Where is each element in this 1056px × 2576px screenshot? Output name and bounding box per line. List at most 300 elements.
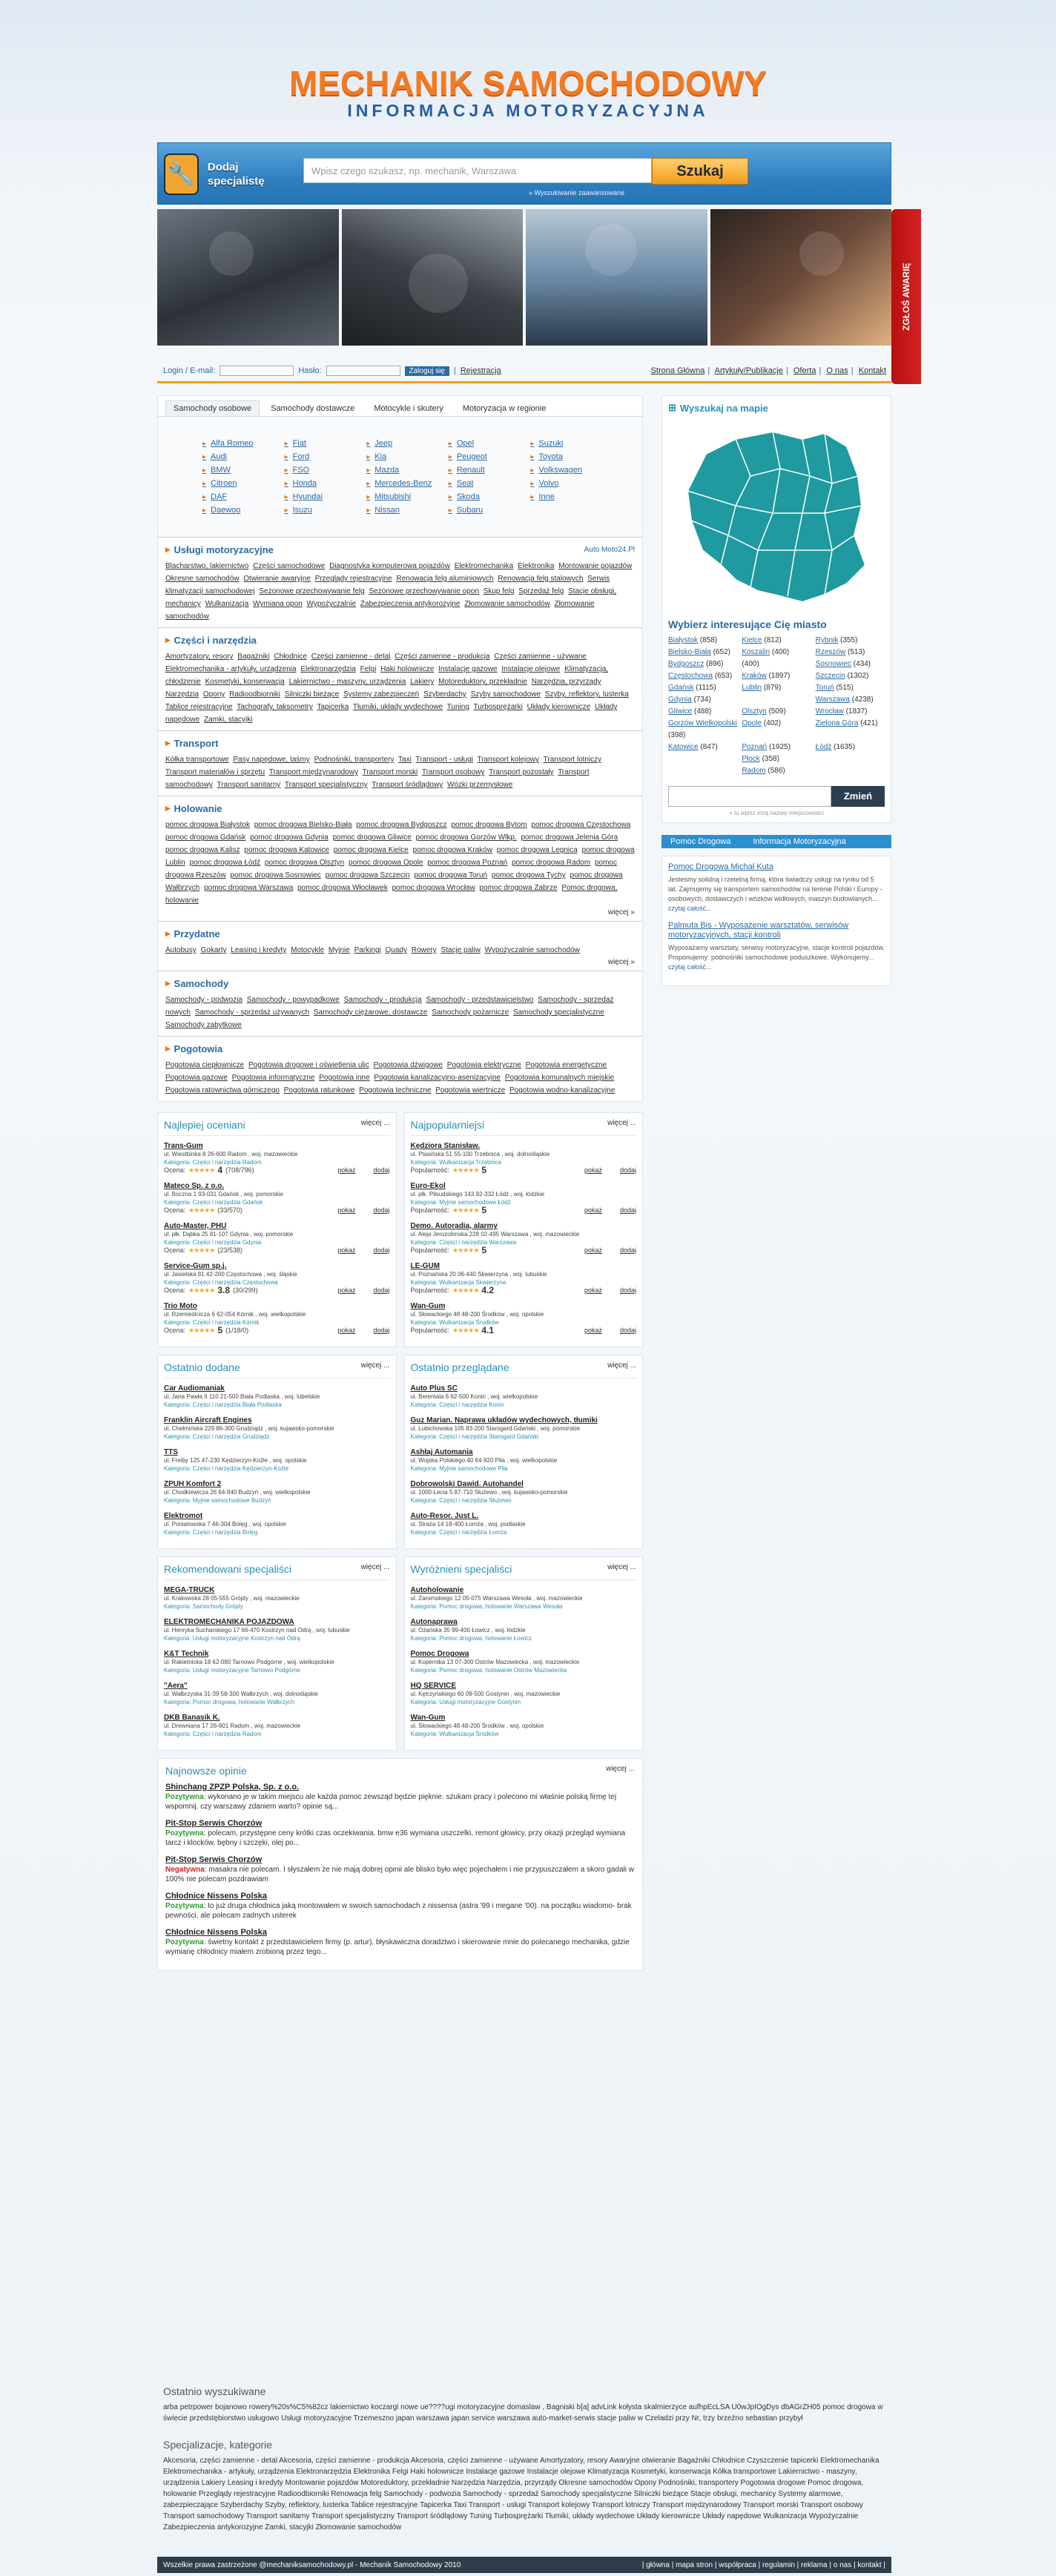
listing-name[interactable]: Elektromot — [164, 1512, 203, 1520]
nav-offer[interactable]: Oferta — [793, 366, 816, 375]
city-link[interactable]: Opole — [742, 719, 762, 727]
category-link[interactable]: Motocykle — [291, 946, 325, 954]
category-link[interactable]: Wulkanizacja — [205, 600, 249, 608]
city-link[interactable]: Bydgoszcz — [668, 660, 704, 668]
add-link[interactable]: dodaj — [619, 1287, 636, 1294]
show-link[interactable]: pokaż — [337, 1166, 356, 1174]
add-link[interactable]: dodaj — [373, 1166, 390, 1174]
category-link[interactable]: Gokarty — [200, 946, 227, 954]
category-link[interactable]: pomoc drogowa Wrocław — [392, 884, 475, 892]
city-link[interactable]: Toruń — [815, 684, 834, 692]
brand-link[interactable]: ▸ Mercedes-Benz — [366, 479, 441, 488]
category-link[interactable]: Elektronarzędzia — [300, 665, 356, 673]
category-link[interactable]: Transport morski — [362, 768, 418, 776]
brand-link[interactable]: ▸ Volkswagen — [530, 466, 605, 475]
category-link[interactable]: Samochody - przedstawicielstwo — [426, 996, 534, 1004]
show-link[interactable]: pokaż — [584, 1206, 602, 1214]
brand-link[interactable]: ▸ Inne — [530, 492, 605, 501]
listing-name[interactable]: Mateco Sp. z o.o. — [164, 1182, 225, 1190]
category-link[interactable]: Złomowanie samochodów — [464, 600, 550, 608]
listing-category[interactable]: Kategoria: Części i narzędzia Służewo — [410, 1497, 512, 1504]
category-link[interactable]: Autobusy — [165, 946, 197, 954]
city-link[interactable]: Olsztyn — [742, 707, 767, 716]
add-link[interactable]: dodaj — [373, 1246, 390, 1254]
city-link[interactable]: Zielona Góra — [815, 719, 859, 727]
listing-category[interactable]: Kategoria: Wulkanizacja Środków — [410, 1731, 499, 1737]
category-link[interactable]: Części zamienne - produkcja — [395, 653, 490, 661]
listing-category[interactable]: Kategoria: Pomoc drogowa, holowanie Ostrów Mazowiecka — [410, 1667, 567, 1674]
city-link[interactable]: Łódź — [815, 743, 832, 751]
listing-name[interactable]: Dobrowolski Dawid. Autohandel — [410, 1480, 524, 1488]
listing-name[interactable]: ELEKTROMECHANIKA POJAZDOWA — [164, 1618, 294, 1626]
city-link[interactable]: Gdynia — [668, 696, 692, 704]
search-button[interactable]: Szukaj — [652, 158, 748, 185]
category-link[interactable]: Rowery — [411, 946, 437, 954]
category-link[interactable]: Samochody - sprzedaż używanych — [194, 1008, 310, 1017]
category-link[interactable]: Tuning — [446, 703, 469, 711]
listing-name[interactable]: Car Audiomaniak — [164, 1384, 225, 1393]
add-specialist-button[interactable] — [164, 151, 283, 198]
listing-category[interactable]: Kategoria: Części i narzędzia Konin — [410, 1401, 504, 1408]
category-link[interactable]: Przeglądy rejestracyjne — [314, 575, 392, 583]
listing-name[interactable]: ZPUH Komfort 2 — [164, 1480, 222, 1488]
category-link[interactable]: pomoc drogowa Toruń — [414, 871, 488, 879]
listing-name[interactable]: Wan-Gum — [410, 1302, 446, 1310]
brand-link[interactable]: ▸ Kia — [366, 452, 441, 461]
city-link[interactable]: Koszalin — [742, 648, 770, 656]
category-link[interactable]: pomoc drogowa Kalisz — [165, 846, 240, 854]
recent-searches[interactable]: arba petrpower bojanowo rowery%20s%C5%82cz lakiernictwo koczargi nowe ue????ugi motoryzacyjne domaslaw , Bagniski b[a] advLink kołysta skalmierzyce aufhpEcLSA U0wJpIOgDys dbAGrZH05 pomoc drogowa w świecie przedstębiorstwo usługowo Usługi motoryzacyjne Trzemeszno japan warszawa japan service warszawa auto-market-serwis stacje paliw w Czeladzi przy Nr, trzy brzeźno sebastian przybył — [163, 2403, 883, 2423]
listing-name[interactable]: Autoholowanie — [410, 1586, 464, 1594]
category-link[interactable]: Transport kolejowy — [477, 756, 540, 764]
category-link[interactable]: Instalacje gazowe — [438, 665, 498, 673]
email-field[interactable] — [220, 366, 294, 376]
brand-link[interactable]: ▸ Subaru — [449, 506, 524, 515]
category-link[interactable]: Serwis klimatyzacji samochodowej — [165, 575, 610, 595]
category-link[interactable]: Turbosprężarki — [473, 703, 523, 711]
category-link[interactable]: Montowanie pojazdów — [558, 562, 633, 570]
brand-link[interactable]: ▸ Renault — [449, 466, 524, 475]
category-link[interactable]: pomoc drogowa Kielce — [333, 846, 409, 854]
category-link[interactable]: pomoc drogowa Gorzów Wlkp. — [415, 833, 517, 842]
category-link[interactable]: Radioodbiorniki — [229, 690, 280, 699]
listing-category[interactable]: Kategoria: Wulkanizacja Trzebnica — [410, 1159, 502, 1166]
show-link[interactable]: pokaż — [584, 1327, 602, 1334]
category-link[interactable]: Bagażniki — [237, 653, 270, 661]
category-link[interactable]: Pogotowia kanalizacyjno-asenizacyjne — [374, 1074, 501, 1082]
category-link[interactable]: Instalacje olejowe — [501, 665, 561, 673]
search-input[interactable]: Wpisz czego szukasz, np. mechanik, Warszawa — [303, 158, 652, 183]
section-title[interactable]: ▸ Samochody — [165, 977, 635, 989]
listing-name[interactable]: Service-Gum sp.j. — [164, 1262, 227, 1270]
listing-name[interactable]: K&T Technik — [164, 1650, 209, 1658]
category-link[interactable]: pomoc drogowa Zabrze — [479, 884, 558, 892]
category-link[interactable]: Narzędzia, przyrządy — [531, 678, 601, 686]
city-link[interactable]: Szczecin — [815, 672, 845, 680]
nav-home[interactable]: Strona Główna — [650, 366, 705, 375]
change-city-button[interactable]: Zmień — [831, 786, 885, 807]
category-link[interactable]: Samochody specjalistyczne — [512, 1008, 604, 1017]
category-link[interactable]: Haki holownicze — [380, 665, 435, 673]
category-link[interactable]: pomoc drogowa Kraków — [412, 846, 492, 854]
listing-category[interactable]: Kategoria: Pomoc drogowa, holowanie Łowicz — [410, 1635, 532, 1642]
city-link[interactable]: Warszawa — [815, 696, 850, 704]
show-link[interactable]: pokaż — [584, 1287, 602, 1294]
tab-road-help[interactable]: Pomoc Drogowa — [670, 837, 731, 846]
category-link[interactable]: pomoc drogowa Katowice — [244, 846, 329, 854]
listing-category[interactable]: Kategoria: Usługi motoryzacyjne Tarnowo Podgórne — [164, 1667, 300, 1674]
brand-link[interactable]: ▸ Alfa Romeo — [202, 439, 277, 448]
footer-links[interactable]: | główna | mapa stron | współpraca | regulamin | reklama | o nas | kontakt | — [641, 2560, 885, 2569]
box-more-link[interactable]: więcej ... — [360, 1119, 390, 1127]
add-link[interactable]: dodaj — [619, 1327, 636, 1334]
category-link[interactable]: Elektromechanika - artykuły, urządzenia — [165, 665, 297, 673]
listing-category[interactable]: Kategoria: Wulkanizacja Środków — [410, 1319, 499, 1326]
brand-link[interactable]: ▸ Opel — [449, 439, 524, 448]
category-link[interactable]: Felgi — [360, 665, 377, 673]
category-link[interactable]: Tachografy, taksometry — [237, 703, 313, 711]
listing-category[interactable]: Kategoria: Części i narzędzia Starogard Gdański — [410, 1433, 539, 1440]
show-link[interactable]: pokaż — [584, 1246, 602, 1254]
category-link[interactable]: Pogotowia gazowe — [165, 1074, 228, 1082]
opinion-company[interactable]: Shinchang ZPZP Polska, Sp. z o.o. — [165, 1783, 300, 1791]
category-link[interactable]: Renowacja felg aluminiowych — [396, 575, 494, 583]
category-link[interactable]: pomoc drogowa Wałbrzych — [165, 871, 623, 892]
brand-link[interactable]: ▸ Ford — [285, 452, 360, 461]
category-link[interactable]: Pogotowia ratunkowe — [283, 1086, 355, 1094]
read-more-link[interactable]: czytaj całość... — [668, 963, 712, 971]
category-link[interactable]: Pogotowia dźwigowe — [373, 1061, 443, 1069]
category-link[interactable]: Pogotowia wiertnicze — [435, 1086, 506, 1094]
category-link[interactable]: Samochody zabytkowe — [165, 1021, 242, 1029]
category-link[interactable]: Sprzedaż felg — [518, 587, 564, 595]
category-link[interactable]: Skup felg — [483, 587, 515, 595]
category-link[interactable]: Narzędzia — [165, 690, 199, 699]
category-link[interactable]: pomoc drogowa Sosnowiec — [230, 871, 321, 879]
city-link[interactable]: Płock — [742, 755, 760, 763]
category-link[interactable]: Okresne samochodów — [165, 575, 240, 583]
category-link[interactable]: pomoc drogowa Szczecin — [325, 871, 410, 879]
category-link[interactable]: Samochody - powypadkowe — [246, 996, 340, 1004]
register-link[interactable]: Rejestracja — [460, 366, 501, 375]
category-link[interactable]: Wózki przemysłowe — [446, 781, 513, 789]
category-link[interactable]: Transport międzynarodowy — [268, 768, 358, 776]
category-link[interactable]: Wypożyczalnie — [306, 600, 357, 608]
listing-category[interactable]: Kategoria: Wulkanizacja Skwierzyna — [410, 1279, 506, 1286]
category-link[interactable]: pomoc drogowa Lublin — [165, 846, 635, 867]
brand-link[interactable]: ▸ FSO — [285, 466, 360, 475]
add-link[interactable]: dodaj — [619, 1166, 636, 1174]
brand-link[interactable]: ▸ Citroen — [202, 479, 277, 488]
opinion-company[interactable]: Chłodnice Nissens Polska — [165, 1928, 267, 1937]
add-link[interactable]: dodaj — [373, 1206, 390, 1214]
category-link[interactable]: Taxi — [398, 756, 412, 764]
category-link[interactable]: Wymiana opon — [253, 600, 303, 608]
specializations[interactable]: Akcesoria, części zamienne - detal Akcesoria, części zamienne - produkcja Akcesoria, części zamienne - używane Amortyzatory, resory Awaryjne otwieranie Bagażniki Chłodnice Czyszczenie tapicerki Elektromechanika Elektromechanika - artykuły, urządzenia Elektronarzędzia Elektronika Felgi Haki holownicze Instalacje gazowe Instalacje olejowe Klimatyzacja Kosmetyki, konserwacja Kółka transportowe Lakiernictwo - maszyny, urządzenia Lakiery Leasing i kredyty Montowanie pojazdów Motoreduktory, przekładnie Narzędzia Narzędzia, przyrządy Okresne samochodów Opony Podnośniki, transportery Pogotowia drogowe Pomoc drogowa, holowanie Przeglądy rejestracyjne Radioodbiorniki Renowacja felg Samochody - podwozia Samochody - sprzedaż Samochody specjalistyczne Silniczki bieżące Stacje obsługi, mechanicy Systemy alarmowe, zabezpieczające Szyberdachy Szyby, reflektory, lusterka Tablice rejestracyjne Tapicerka Taxi Transport - usługi Transport kolejowy Transport lotniczy Transport międzynarodowy Transport morski Transport osobowy Transport samochodowy Transport sanitarny Transport specjalistyczny Transport śródlądowy Tuning Turbosprężarki Tłumiki, układy wydechowe Układy kierownicze Układy napędowe Wulkanizacja Wypożyczalnie Zabezpieczenia antykorozyjne Zamki, stacyjki Złomowanie samochodów — [163, 2457, 880, 2532]
category-link[interactable]: pomoc drogowa Opole — [348, 859, 423, 867]
listing-category[interactable]: Kategoria: Części i narzędzia Biała Podlaska — [164, 1401, 282, 1408]
category-link[interactable]: Parkingi — [354, 946, 381, 954]
brand-link[interactable]: ▸ Hyundai — [285, 492, 360, 501]
category-link[interactable]: Kółka transportowe — [165, 756, 229, 764]
category-link[interactable]: Motoreduktory, przekładnie — [438, 678, 527, 686]
tab-vans[interactable]: Samochody dostawcze — [271, 404, 355, 413]
listing-name[interactable]: Guz Marian. Naprawa układów wydechowych, tłumiki — [410, 1416, 598, 1424]
category-link[interactable]: Szyberdachy — [423, 690, 466, 699]
category-link[interactable]: Amortyzatory, resory — [165, 653, 234, 661]
listing-name[interactable]: DKB Banasik K. — [164, 1714, 220, 1722]
category-link[interactable]: Pogotowia energetyczne — [525, 1061, 607, 1069]
add-link[interactable]: dodaj — [619, 1206, 636, 1214]
category-link[interactable]: Klimatyzacja, chłodzenie — [165, 665, 609, 686]
category-link[interactable]: Transport osobowy — [421, 768, 485, 776]
category-link[interactable]: Samochody ciężarowe, dostawcze — [314, 1008, 428, 1017]
listing-name[interactable]: Trio Moto — [164, 1302, 197, 1310]
brand-link[interactable]: ▸ Fiat — [285, 439, 360, 448]
category-link[interactable]: pomoc drogowa Bydgoszcz — [356, 821, 447, 829]
brand-link[interactable]: ▸ DAF — [202, 492, 277, 501]
listing-category[interactable]: Kategoria: Części i narzędzia Warszawa — [410, 1239, 517, 1246]
brand-link[interactable]: ▸ BMW — [202, 466, 277, 475]
city-link[interactable]: Wrocław — [815, 707, 844, 716]
category-link[interactable]: Szyby, reflektory, lusterka — [544, 690, 629, 699]
box-more-link[interactable]: więcej ... — [360, 1361, 390, 1370]
listing-name[interactable]: "Aera" — [164, 1682, 188, 1690]
city-link[interactable]: Katowice — [668, 743, 699, 751]
listing-name[interactable]: Ashłaj Automania — [410, 1448, 473, 1456]
city-link[interactable]: Rybnik — [815, 636, 839, 644]
category-link[interactable]: pomoc drogowa Włocławek — [297, 884, 388, 892]
category-link[interactable]: pomoc drogowa Gdynia — [250, 833, 329, 842]
category-link[interactable]: pomoc drogowa Legnica — [496, 846, 578, 854]
section-title[interactable]: ▸ Części i narzędzia — [165, 634, 635, 646]
city-link[interactable]: Kraków — [742, 672, 767, 680]
listing-name[interactable]: Demo. Autoradia, alarmy — [410, 1222, 498, 1230]
category-link[interactable]: Transport - usługi — [415, 756, 473, 764]
opinion-company[interactable]: Pit-Stop Serwis Chorzów — [165, 1855, 263, 1864]
show-link[interactable]: pokaż — [337, 1287, 356, 1294]
listing-category[interactable]: Kategoria: Części i narzędzia Kędzierzyn-Koźle — [164, 1465, 289, 1472]
city-link[interactable]: Kielce — [742, 636, 762, 644]
category-link[interactable]: Elektronika — [518, 562, 555, 570]
category-link[interactable]: Zamki, stacyjki — [203, 716, 253, 724]
category-link[interactable]: Tłumiki, układy wydechowe — [352, 703, 443, 711]
category-link[interactable]: pomoc drogowa Białystok — [165, 821, 250, 829]
category-link[interactable]: Pogotowia wodno-kanalizacyjne — [509, 1086, 616, 1094]
category-link[interactable]: Transport sanitarny — [217, 781, 281, 789]
category-link[interactable]: Samochody pożarnicze — [432, 1008, 509, 1017]
category-link[interactable]: Stacje obsługi, mechanicy — [165, 587, 617, 608]
listing-name[interactable]: Trans-Gum — [164, 1142, 203, 1150]
category-link[interactable]: Sezonowe przechowywanie opon — [369, 587, 479, 595]
brand-link[interactable]: ▸ Toyota — [530, 452, 605, 461]
category-link[interactable]: pomoc drogowa Jelenia Góra — [521, 833, 618, 842]
listing-category[interactable]: Kategoria: Części i narzędzia Częstochowa — [164, 1279, 278, 1286]
listing-category[interactable]: Kategoria: Usługi motoryzacyjne Kostrzyn nad Odrą — [164, 1635, 300, 1642]
city-link[interactable]: Białystok — [668, 636, 699, 644]
category-link[interactable]: Pogotowia elektryczne — [446, 1061, 521, 1069]
brand-link[interactable]: ▸ Jeep — [366, 439, 441, 448]
add-link[interactable]: dodaj — [619, 1246, 636, 1254]
listing-category[interactable]: Kategoria: Części i narzędzia Grudziądz — [164, 1433, 270, 1440]
category-link[interactable]: Układy napędowe — [165, 703, 618, 724]
brand-link[interactable]: ▸ Volvo — [530, 479, 605, 488]
category-link[interactable]: pomoc drogowa Warszawa — [204, 884, 294, 892]
listing-category[interactable]: Kategoria: Części i narzędzia Łomża — [410, 1529, 507, 1536]
category-link[interactable]: pomoc drogowa Gdańsk — [165, 833, 246, 842]
box-more-link[interactable]: więcej ... — [360, 1563, 390, 1571]
advanced-search-link[interactable]: » Wyszukiwanie zaawansowane — [529, 189, 624, 196]
city-input[interactable] — [668, 786, 831, 807]
section-title[interactable]: ▸ Holowanie — [165, 802, 635, 814]
listing-name[interactable]: Auto-Master, PHU — [164, 1222, 227, 1230]
city-link[interactable]: Poznań — [742, 743, 768, 751]
read-more-link[interactable]: czytaj całość... — [668, 905, 712, 912]
city-link[interactable]: Częstochowa — [668, 672, 713, 680]
tab-cars[interactable]: Samochody osobowe — [165, 400, 260, 416]
category-link[interactable]: Chłodnice — [274, 653, 307, 661]
category-link[interactable]: pomoc drogowa Rzeszów — [165, 859, 617, 879]
city-link[interactable]: Rzeszów — [815, 648, 846, 656]
category-link[interactable]: Pasy napędowe, taśmy — [233, 756, 310, 764]
show-link[interactable]: pokaż — [337, 1206, 356, 1214]
category-link[interactable]: Części zamienne - używane — [494, 653, 587, 661]
listing-name[interactable]: Auto Plus SC — [410, 1384, 458, 1393]
category-link[interactable]: Pogotowia ratownictwa górniczego — [165, 1086, 280, 1094]
box-more-link[interactable]: więcej ... — [607, 1361, 636, 1370]
brand-link[interactable]: ▸ Skoda — [449, 492, 524, 501]
listing-category[interactable]: Kategoria: Części i narzędzia Gdynia — [164, 1239, 262, 1246]
opinion-company[interactable]: Pit-Stop Serwis Chorzów — [165, 1819, 263, 1828]
brand-link[interactable]: ▸ Daewoo — [202, 506, 277, 515]
brand-link[interactable]: ▸ Mazda — [366, 466, 441, 475]
city-link[interactable]: Gliwice — [668, 707, 693, 716]
listing-name[interactable]: Auto-Resor. Just L. — [410, 1512, 479, 1520]
category-link[interactable]: Układy kierownicze — [527, 703, 591, 711]
listing-name[interactable]: Euro-Ekol — [410, 1182, 446, 1190]
category-link[interactable]: Opony — [202, 690, 225, 699]
category-link[interactable]: Leasing i kredyty — [231, 946, 287, 954]
category-link[interactable]: Samochody - produkcja — [343, 996, 422, 1004]
opinions-more-link[interactable]: więcej ... — [606, 1765, 635, 1773]
category-link[interactable]: pomoc drogowa Poznań — [427, 859, 508, 867]
tab-motorcycles[interactable]: Motocykle i skutery — [374, 404, 443, 413]
city-link[interactable]: Bielsko-Biała — [668, 648, 711, 656]
listing-name[interactable]: MEGA-TRUCK — [164, 1586, 215, 1594]
category-link[interactable]: pomoc drogowa Olsztyn — [264, 859, 345, 867]
category-link[interactable]: Pomoc drogowa, holowanie — [165, 884, 618, 905]
listing-category[interactable]: Kategoria: Usługi motoryzacyjne Gostynin — [410, 1699, 521, 1705]
section-title[interactable]: ▸ Transport — [165, 737, 635, 749]
category-link[interactable]: Otwieranie awaryjne — [243, 575, 311, 583]
listing-category[interactable]: Kategoria: Pomoc drogowa, holowanie Wałbrzych — [164, 1699, 295, 1705]
city-link[interactable]: Lublin — [742, 684, 762, 692]
category-link[interactable]: Diagnostyka komputerowa pojazdów — [329, 562, 450, 570]
listing-category[interactable]: Kategoria: Myjnie samochodowe Budzyń — [164, 1497, 271, 1504]
category-link[interactable]: Podnośniki, transportery — [314, 756, 395, 764]
more-link[interactable]: więcej » — [607, 908, 635, 917]
listing-name[interactable]: Kędziora Stanisław. — [410, 1142, 481, 1150]
category-link[interactable]: Myjnie — [328, 946, 350, 954]
category-link[interactable]: Silniczki bieżące — [284, 690, 340, 699]
more-link[interactable]: więcej » — [607, 958, 635, 966]
category-link[interactable]: pomoc drogowa Częstochowa — [531, 821, 631, 829]
category-link[interactable]: Lakiery — [410, 678, 435, 686]
listing-category[interactable]: Kategoria: Części i narzędzia Kórnik — [164, 1319, 260, 1326]
section-title[interactable]: ▸ Przydatne — [165, 928, 635, 939]
category-link[interactable]: Pogotowia techniczne — [359, 1086, 432, 1094]
category-link[interactable]: pomoc drogowa Tychy — [491, 871, 566, 879]
login-button[interactable]: Zaloguj się — [405, 366, 449, 376]
box-more-link[interactable]: więcej ... — [607, 1563, 636, 1571]
brand-link[interactable]: ▸ Mitsubishi — [366, 492, 441, 501]
listing-category[interactable]: Kategoria: Pomoc drogowa, holowanie Warszawa Wesoła — [410, 1603, 563, 1610]
category-link[interactable]: Szyby samochodowe — [470, 690, 541, 699]
brand-link[interactable]: ▸ Seat — [449, 479, 524, 488]
category-link[interactable]: Blacharstwo, lakiernictwo — [165, 562, 249, 570]
category-link[interactable]: Transport materiałów i sprzętu — [165, 768, 265, 776]
category-link[interactable]: Stacje paliw — [440, 946, 481, 954]
tab-moto-info[interactable]: Informacja Motoryzacyjna — [753, 837, 846, 846]
listing-category[interactable]: Kategoria: Części i narzędzia Gdańsk — [164, 1199, 263, 1206]
category-link[interactable]: Pogotowia komunalnych miejskie — [504, 1074, 615, 1082]
category-link[interactable]: pomoc drogowa Gliwice — [332, 833, 412, 842]
listing-category[interactable]: Kategoria: Części i narzędzia Radom — [164, 1159, 262, 1166]
category-link[interactable]: Samochody - podwozia — [165, 996, 242, 1004]
add-link[interactable]: dodaj — [373, 1327, 390, 1334]
city-link[interactable]: Sosnowiec — [815, 660, 852, 668]
category-link[interactable]: Elektromechanika — [454, 562, 514, 570]
ad-title[interactable]: Palmuta Bis - Wyposażenie warsztatów, serwisów motoryzacyjnych, stacji kontroli — [668, 921, 849, 939]
tab-region[interactable]: Motoryzacja w regionie — [462, 404, 547, 413]
category-link[interactable]: Pogotowia ciepłownicze — [165, 1061, 245, 1069]
category-link[interactable]: Samochody - sprzedaż nowych — [165, 996, 614, 1017]
category-link[interactable]: Złomowanie samochodów — [165, 600, 595, 621]
listing-category[interactable]: Kategoria: Części i narzędzia Bolęg — [164, 1529, 258, 1536]
show-link[interactable]: pokaż — [584, 1166, 602, 1174]
nav-about[interactable]: O nas — [826, 366, 848, 375]
listing-name[interactable]: TTS — [164, 1448, 178, 1456]
category-link[interactable]: Transport pozostały — [489, 768, 554, 776]
category-link[interactable]: Systemy zabezpieczeń — [343, 690, 420, 699]
brand-link[interactable]: ▸ Audi — [202, 452, 277, 461]
category-link[interactable]: Pogotowia informatyczne — [231, 1074, 315, 1082]
city-link[interactable]: Radom — [742, 767, 766, 775]
category-link[interactable]: pomoc drogowa Łódź — [189, 859, 261, 867]
listing-category[interactable]: Kategoria: Myjnie samochodowe Łódź — [410, 1199, 511, 1206]
category-link[interactable]: Wypożyczalnie samochodów — [484, 946, 580, 954]
category-link[interactable]: Sezonowe przechowywanie felg — [259, 587, 365, 595]
show-link[interactable]: pokaż — [337, 1246, 356, 1254]
section-tag[interactable]: Auto Moto24.Pl — [584, 545, 635, 554]
poland-map[interactable] — [676, 424, 877, 610]
nav-contact[interactable]: Kontakt — [858, 366, 886, 375]
category-link[interactable]: Części zamienne - detal — [311, 653, 391, 661]
category-link[interactable]: Lakiernictwo - maszyny, urządzenia — [288, 678, 406, 686]
category-link[interactable]: Transport lotniczy — [543, 756, 602, 764]
category-link[interactable]: pomoc drogowa Bytom — [451, 821, 527, 829]
brand-link[interactable]: ▸ Suzuki — [530, 439, 605, 448]
category-link[interactable]: Pogotowia inne — [319, 1074, 370, 1082]
section-title[interactable]: ▸ Pogotowia — [165, 1043, 635, 1054]
category-link[interactable]: Quady — [385, 946, 407, 954]
listing-name[interactable]: HQ SERVICE — [410, 1682, 456, 1690]
brand-link[interactable]: ▸ Honda — [285, 479, 360, 488]
category-link[interactable]: Transport śródlądowy — [372, 781, 443, 789]
category-link[interactable]: pomoc drogowa Bielsko-Biała — [254, 821, 352, 829]
category-link[interactable]: Tapicerka — [317, 703, 349, 711]
section-title[interactable]: ▸ Usługi motoryzacyjne Auto Moto24.Pl — [165, 544, 635, 555]
